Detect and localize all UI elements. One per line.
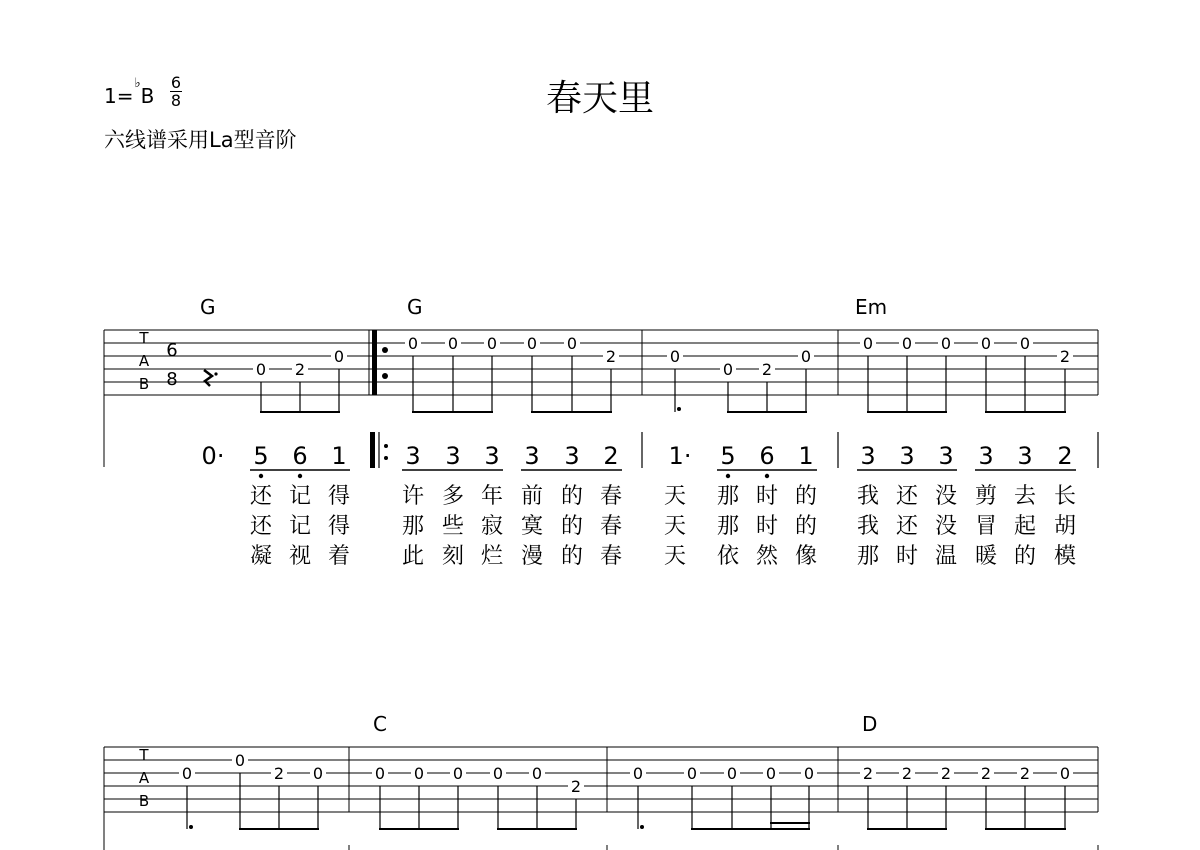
fret-number: 2	[980, 764, 992, 783]
fret-number: 0	[255, 360, 267, 379]
lyric-syllable: 得	[327, 514, 350, 539]
lyric-syllable: 然	[755, 544, 778, 569]
fret-number: 0	[181, 764, 193, 783]
lyric-syllable: 依	[716, 544, 739, 569]
fret-number: 2	[761, 360, 773, 379]
tab-clef-a: A	[138, 352, 150, 370]
fret-number: 0	[452, 764, 464, 783]
lyric-syllable: 没	[934, 484, 957, 509]
fret-number: 0	[901, 334, 913, 353]
lyric-syllable: 许	[401, 484, 424, 509]
fret-number: 0	[862, 334, 874, 353]
key-note: B	[140, 84, 155, 108]
fret-number: 0	[765, 764, 777, 783]
tab-clef-t: T	[139, 329, 149, 347]
dot	[189, 825, 193, 829]
fret-number: 0	[492, 764, 504, 783]
fret-number: 0	[234, 751, 246, 770]
lyric-syllable: 冒	[974, 514, 997, 539]
lyric-syllable: 起	[1013, 514, 1036, 539]
fret-number: 2	[940, 764, 952, 783]
lyric-syllable: 刻	[441, 544, 464, 569]
lyric-syllable: 年	[480, 484, 503, 509]
lyric-syllable: 天	[663, 514, 686, 539]
fret-number: 0	[669, 347, 681, 366]
lyric-syllable: 去	[1013, 484, 1036, 509]
chord-name: C	[373, 712, 387, 736]
jianpu-note: 3	[564, 442, 580, 470]
jianpu-note: 2	[1057, 442, 1073, 470]
lyric-syllable: 像	[794, 544, 817, 569]
chord-name: D	[862, 712, 878, 736]
lyric-syllable: 我	[856, 514, 879, 539]
repeat-barline	[372, 330, 377, 395]
lyric-syllable: 得	[327, 484, 350, 509]
repeat-dot	[382, 347, 388, 353]
lyric-syllable: 凝	[249, 544, 272, 569]
lyric-syllable: 的	[794, 484, 817, 509]
fret-number: 0	[980, 334, 992, 353]
lyric-syllable: 多	[441, 484, 464, 509]
chord-name: G	[200, 295, 216, 319]
lyric-syllable: 天	[663, 544, 686, 569]
lyric-syllable: 记	[288, 514, 311, 539]
fret-number: 0	[566, 334, 578, 353]
jianpu-note: 1	[798, 442, 814, 470]
chord-name: G	[407, 295, 423, 319]
fret-number: 2	[570, 777, 582, 796]
fret-number: 0	[447, 334, 459, 353]
lyric-syllable: 我	[856, 484, 879, 509]
jianpu-note: 5	[720, 442, 736, 470]
lyric-syllable: 胡	[1053, 514, 1076, 539]
lyric-syllable: 的	[1013, 544, 1036, 569]
repeat-dot	[382, 373, 388, 379]
fret-number: 0	[526, 334, 538, 353]
stems-beams-1	[261, 356, 1065, 412]
lyric-syllable: 着	[327, 544, 350, 569]
dot	[677, 407, 681, 411]
fret-number: 0	[722, 360, 734, 379]
fret-number: 2	[862, 764, 874, 783]
lyric-syllable: 长	[1053, 484, 1076, 509]
time-signature-bottom: 8	[170, 91, 182, 110]
lyric-syllable: 剪	[974, 484, 997, 509]
lyric-syllable: 那	[856, 544, 879, 569]
key-prefix: 1=	[104, 84, 134, 108]
jianpu-note: 3	[860, 442, 876, 470]
fret-number: 0	[486, 334, 498, 353]
tab-staff-2	[104, 747, 1098, 850]
lyric-syllable: 那	[716, 514, 739, 539]
time-signature-top: 6	[170, 73, 182, 92]
lyric-syllable: 春	[599, 544, 622, 569]
fret-number: 0	[726, 764, 738, 783]
lyric-syllable: 视	[288, 544, 311, 569]
flat-sign: ♭	[134, 76, 141, 91]
lyric-syllable: 前	[520, 484, 543, 509]
lyric-syllable: 天	[663, 484, 686, 509]
fret-number: 2	[605, 347, 617, 366]
lyric-syllable: 那	[716, 484, 739, 509]
fret-number: 0	[413, 764, 425, 783]
fret-number: 0	[1059, 764, 1071, 783]
tab-clef-a: A	[138, 769, 150, 787]
lyric-syllable: 寞	[520, 514, 543, 539]
lyric-syllable: 时	[755, 514, 778, 539]
lyric-syllable: 的	[560, 514, 583, 539]
lyric-syllable: 烂	[480, 544, 503, 569]
lyric-syllable: 时	[755, 484, 778, 509]
lyric-syllable: 时	[895, 544, 918, 569]
fret-number: 0	[940, 334, 952, 353]
song-title: 春天里	[545, 78, 654, 119]
fret-number: 2	[294, 360, 306, 379]
fret-number: 2	[901, 764, 913, 783]
fret-number: 0	[803, 764, 815, 783]
jianpu-note: 6	[292, 442, 308, 470]
fret-number: 0	[407, 334, 419, 353]
chord-name: Em	[855, 295, 888, 319]
fret-number: 0	[531, 764, 543, 783]
tab-clef-t: T	[139, 746, 149, 764]
jianpu-note: 3	[445, 442, 461, 470]
lyric-syllable: 那	[401, 514, 424, 539]
lyric-syllable: 暖	[974, 544, 997, 569]
rest-dot	[214, 372, 217, 375]
subtitle: 六线谱采用La型音阶	[104, 128, 297, 152]
jianpu-note: 6	[759, 442, 775, 470]
lyric-syllable: 些	[441, 514, 464, 539]
tab-clef-b: B	[138, 375, 150, 393]
fret-number: 2	[1019, 764, 1031, 783]
lyric-syllable: 模	[1053, 544, 1076, 569]
jianpu-note: 0·	[201, 442, 225, 470]
lyric-syllable: 还	[249, 514, 272, 539]
lyric-syllable: 还	[895, 514, 918, 539]
eighth-rest-icon	[204, 370, 212, 386]
fret-number: 0	[800, 347, 812, 366]
lyric-syllable: 的	[794, 514, 817, 539]
jianpu-note: 3	[524, 442, 540, 470]
jianpu-note: 3	[484, 442, 500, 470]
lyric-syllable: 此	[401, 544, 424, 569]
lyric-syllable: 没	[934, 514, 957, 539]
jianpu-note: 1	[331, 442, 347, 470]
lyric-syllable: 寂	[480, 514, 503, 539]
fret-number: 0	[374, 764, 386, 783]
dot	[640, 825, 644, 829]
lyric-syllable: 还	[249, 484, 272, 509]
jianpu-note: 3	[899, 442, 915, 470]
fret-number: 0	[333, 347, 345, 366]
jianpu-note: 3	[978, 442, 994, 470]
tab-clef-b: B	[138, 792, 150, 810]
lyric-syllable: 记	[288, 484, 311, 509]
jianpu-note: 2	[603, 442, 619, 470]
fret-number: 2	[273, 764, 285, 783]
fret-number: 0	[686, 764, 698, 783]
jianpu-note: 3	[405, 442, 421, 470]
jianpu-note: 1·	[668, 442, 692, 470]
fret-number: 0	[1019, 334, 1031, 353]
lyric-syllable: 春	[599, 484, 622, 509]
lyric-syllable: 温	[934, 544, 957, 569]
jianpu-note: 3	[938, 442, 954, 470]
lyric-syllable: 的	[560, 544, 583, 569]
low-octave-dots	[259, 474, 769, 478]
tab-time-top: 6	[166, 340, 178, 361]
jianpu-note: 5	[253, 442, 269, 470]
fret-number: 2	[1059, 347, 1071, 366]
lyric-syllable: 还	[895, 484, 918, 509]
lyric-syllable: 春	[599, 514, 622, 539]
fret-number: 0	[312, 764, 324, 783]
lyric-syllable: 漫	[520, 544, 543, 569]
jianpu-note: 3	[1017, 442, 1033, 470]
fret-number: 0	[632, 764, 644, 783]
lyric-syllable: 的	[560, 484, 583, 509]
tab-time-bottom: 8	[166, 369, 178, 390]
